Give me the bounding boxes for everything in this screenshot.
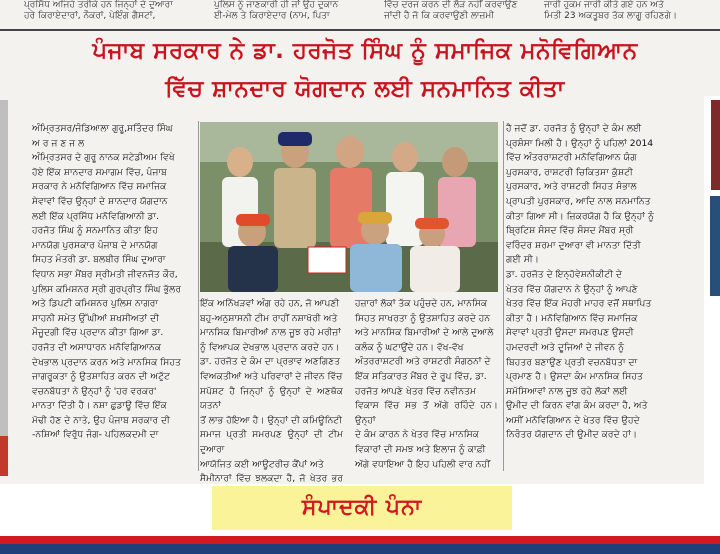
column-2-line: ਅੱਗੇ ਵਧਾਇਆ ਹੈ ਇਹ ਪਹਿਲੀ ਵਾਰ ਨਹੀਂ — [355, 458, 490, 470]
article-column-3 — [506, 122, 704, 472]
headline-line-1: ਪੰਜਾਬ ਸਰਕਾਰ ਨੇ ਡਾ. ਹਰਜੋਤ ਸਿੰਘ ਨੂੰ ਸਮਾਜਿਕ ਮਨੋਵਿਗਿਆਨ — [92, 38, 638, 64]
column-2-line: ਵਿਕਾਰਾਂ ਦੀ ਸਮਝ ਅਤੇ ਇਲਾਜ ਨੂੰ ਕਾਫ਼ੀ — [355, 443, 486, 455]
column-2-line: ਨੂੰ ਵਿਆਪਕ ਦੇਖਭਾਲ ਪ੍ਰਦਾਨ ਕਰਦੇ ਹਨ। — [200, 341, 340, 353]
top-strip-col-b: ਪੁਲਿਸ ਨੂੰ ਜਾਣਕਾਰੀ ਹੀ ਜਾਂ ਉਹ ਦੁਕਾਨ ਈ-ਮੇਲ ਤੇ ਕਿਰਾਏਦਾਰ (ਨਾਮ, ਪਿਤਾ — [214, 0, 339, 21]
column-3-line: ਪ੍ਰਾਪਤੀ ਪੁਰਸਕਾਰ, ਆਦਿ ਨਾਲ ਸਨਮਾਨਿਤ — [506, 195, 651, 207]
bottom-blue-bar — [0, 544, 720, 554]
column-1-line: -ਨਸ਼ਿਆਂ ਵਿਰੁੱਧ ਜੰਗ- ਪਹਿਲਕਦਮੀ ਦਾ — [32, 429, 159, 441]
column-divider-2 — [503, 121, 504, 471]
column-3-line: ਵਰਿੰਦਰ ਸ਼ਰਮਾ ਦੁਆਰਾ ਵੀ ਮਾਨਤਾ ਦਿੱਤੀ — [506, 239, 641, 251]
column-2-line: ਸੈਮੀਨਾਰਾਂ ਵਿੱਚ ਝਲਕਦਾ ਹੈ, ਜੋ ਖੇਤਰ ਭਰ — [200, 473, 343, 485]
column-1-line: ਮੋਢੀ ਹੋਣ ਦੇ ਨਾਤੇ, ਉਹ ਪੰਜਾਬ ਸਰਕਾਰ ਦੀ — [32, 414, 170, 426]
column-2-line: ਮਾਨਸਿਕ ਬਿਮਾਰੀਆਂ ਨਾਲ ਜੂਝ ਰਹੇ ਮਰੀਜ਼ਾਂ — [200, 327, 342, 339]
top-strip-col-a: ਪ੍ਰਸਿੱਧ ਅਜਿਹੇ ਤਰੀਕੇ ਹਨ ਜਿਨ੍ਹਾਂ ਦੇ ਦੁਆਰਾ ਹਰੇ ਕਿਰਾਏਦਾਰਾਂ, ਨੌਕਰਾਂ, ਪੇਇੰਗ ਗੈਸਟਾਂ, — [24, 0, 173, 21]
headline — [20, 36, 710, 104]
column-1-line: ਜਾਗਰੂਕਤਾ ਨੂੰ ਉਤਸ਼ਾਹਿਤ ਕਰਨ ਦੀ ਅਟੁੱਟ — [32, 371, 171, 383]
right-edge-ad-2 — [710, 196, 720, 296]
column-3-line: ਖੇਤਰ ਵਿੱਚ ਇੱਕ ਮੋਹਰੀ ਮਾਹਰ ਵਜੋਂ ਸਥਾਪਿਤ — [506, 298, 652, 310]
column-2-line: ਡਾ. ਹਰਜੋਤ ਦੇ ਕੰਮ ਦਾ ਪ੍ਰਭਾਵ ਅਣਗਿਣਤ — [200, 356, 341, 368]
column-1-line: ਅੰਮ੍ਰਿਤਸਰ ਦੇ ਗੁਰੂ ਨਾਨਕ ਸਟੇਡੀਅਮ ਵਿਖੇ — [32, 152, 175, 164]
column-1-line: ਦੇਖਭਾਲ ਪ੍ਰਦਾਨ ਕਰਨ ਅਤੇ ਮਾਨਸਿਕ ਸਿਹਤ — [32, 356, 181, 368]
column-2-line: ਹਰਜੋਤ ਆਪਣੇ ਖੇਤਰ ਵਿੱਚ ਨਵੀਨਤਮ — [355, 385, 477, 397]
column-3-line: ਬ੍ਰਿਟਿਸ਼ ਸੰਸਦ ਵਿੱਚ ਸੰਸਦ ਮੈਂਬਰ ਸ੍ਰੀ — [506, 225, 634, 237]
article-column-1 — [32, 122, 194, 472]
column-3-line: ਉਮੀਦ ਦੀ ਕਿਰਨ ਵਾਂਗ ਕੰਮ ਕਰਦਾ ਹੈ, ਅਤੇ — [506, 400, 648, 412]
column-3-line: ਪ੍ਰਸ਼ੰਸਾ ਮਿਲੀ ਹੈ। ਉਨ੍ਹਾਂ ਨੂੰ ਪਹਿਲਾਂ 2014 — [506, 137, 654, 149]
column-2-line: ਕਲੰਕ ਨੂੰ ਘਟਾਉਂਦੇ ਹਨ। ਵੱਖ-ਵੱਖ — [355, 341, 464, 353]
column-3-line: ਸਮੱਸਿਆਵਾਂ ਨਾਲ ਜੂਝ ਰਹੇ ਲੋਕਾਂ ਲਈ — [506, 385, 628, 397]
column-1-line: ਪੁਲਿਸ ਕਮਿਸ਼ਨਰ ਸ੍ਰੀ ਗੁਰਪ੍ਰੀਤ ਸਿੰਘ ਭੁੱਲਰ — [32, 283, 182, 295]
column-2-line: ਵਿਕਾਸ ਵਿੱਚ ਸਭ ਤੋਂ ਅੱਗੇ ਰਹਿੰਦੇ ਹਨ। ਉਨ੍ਹਾਂ — [355, 400, 498, 426]
column-2-line: ਸਮਾਜ ਪ੍ਰਤੀ ਸਮਰਪਣ ਉਨ੍ਹਾਂ ਦੀ ਟੀਮ ਦੁਆਰਾ — [200, 429, 343, 455]
column-1-line: ਸੇਵਾਵਾਂ ਵਿੱਚ ਉਨ੍ਹਾਂ ਦੇ ਸ਼ਾਨਦਾਰ ਯੋਗਦਾਨ — [32, 195, 168, 207]
column-3-line: ਪੁਰਸਕਾਰ, ਰਾਸ਼ਟਰੀ ਚਿਕਿਤਸਾ ਕੁੱਸ਼ਟੀ — [506, 166, 633, 178]
column-3-line: ਪੁਰਸਕਾਰ, ਅਤੇ ਰਾਸ਼ਟਰੀ ਸਿਹਤ ਸੰਭਾਲ — [506, 181, 637, 193]
left-page-edge — [0, 100, 8, 450]
column-1-line: ਵਚਨਬੱਧਤਾ ਨੇ ਉਨ੍ਹਾਂ ਨੂੰ 'ਹਰ ਵਰਕਰ' — [32, 385, 157, 397]
column-3-line: ਅਸੀਂ ਮਨੋਵਿਗਿਆਨ ਦੇ ਖੇਤਰ ਵਿੱਚ ਉਹਦੇ — [506, 414, 640, 426]
column-2-line: ਅਤੇ ਮਾਨਸਿਕ ਬਿਮਾਰੀਆਂ ਦੇ ਆਲੇ ਦੁਆਲੇ — [355, 327, 494, 339]
column-3-line: ਕੀਤਾ ਹੈ। ਮਨੋਵਿਗਿਆਨ ਵਿੱਚ ਸਮਾਜਿਕ — [506, 312, 638, 324]
column-1-line: ਮਾਨਯੋਗ ਪੁਰਸਕਾਰ ਪੰਜਾਬ ਦੇ ਮਾਨਯੋਗ — [32, 239, 158, 251]
award-ceremony-photo-icon — [200, 122, 498, 292]
top-strip-col-d: ਜਾਰੀ ਹੁਕਮ ਜਾਰੀ ਕੀਤੇ ਗਏ ਹਨ ਅਤੇ ਮਿਤੀ 23 ਅਕਤੂਬਰ ਤੱਕ ਲਾਗੂ ਰਹਿਣਗੇ। — [544, 0, 677, 21]
column-1-line: ਹਰਜੋਤ ਦੀ ਅਸਾਧਾਰਨ ਮਨੋਵਿਗਿਆਨਕ — [32, 341, 162, 353]
column-2-line: ਆਯੋਜਿਤ ਕਈ ਆਊਟਰੀਚ ਕੈਂਪਾਂ ਅਤੇ — [200, 458, 324, 470]
column-2-line: ਵਿਅਕਤੀਆਂ ਅਤੇ ਪਰਿਵਾਰਾਂ ਦੇ ਜੀਵਨ ਵਿੱਚ — [200, 370, 343, 382]
column-2-line: ਸਿਹਤ ਸਾਖਰਤਾ ਨੂੰ ਉਤਸ਼ਾਹਿਤ ਕਰਦੇ ਹਨ — [355, 312, 491, 324]
column-2-line: ਹਜ਼ਾਰਾਂ ਲੋਕਾਂ ਤੱਕ ਪਹੁੰਚਦੇ ਹਨ, ਮਾਨਸਿਕ — [355, 298, 488, 309]
award-photo — [200, 122, 498, 292]
column-3-line: ਪ੍ਰਮਾਣ ਹੈ। ਉਸਦਾ ਕੰਮ ਮਾਨਸਿਕ ਸਿਹਤ — [506, 371, 643, 383]
top-divider — [0, 29, 720, 31]
column-3-line: ਹਮਦਰਦੀ ਅਤੇ ਦੂਜਿਆਂ ਦੇ ਜੀਵਨ ਨੂੰ — [506, 341, 625, 353]
column-2-line: ਦੇ ਕੰਮ ਕਾਰਨ ਨੇ ਖੇਤਰ ਵਿੱਚ ਮਾਨਸਿਕ — [355, 429, 480, 441]
column-divider-1 — [198, 121, 199, 471]
column-1-line: ਹੋਏ ਇੱਕ ਸ਼ਾਨਦਾਰ ਸਮਾਗਮ ਵਿੱਚ, ਪੰਜਾਬ — [32, 166, 167, 178]
column-3-line: ਖੇਤਰ ਵਿੱਚ ਯੋਗਦਾਨ ਨੇ ਉਨ੍ਹਾਂ ਨੂੰ ਆਪਣੇ — [506, 283, 638, 295]
column-2-line: ਤੋਂ ਲਾਭ ਹੋਇਆ ਹੈ। ਉਨ੍ਹਾਂ ਦੀ ਕਮਿਊਨਿਟੀ — [200, 414, 343, 426]
bottom-red-bar — [0, 536, 720, 544]
headline-line-2: ਵਿੱਚ ਸ਼ਾਨਦਾਰ ਯੋਗਦਾਨ ਲਈ ਸਨਮਾਨਿਤ ਕੀਤਾ — [165, 76, 565, 102]
column-2-line: ਸਪੱਸ਼ਟ ਹੈ ਜਿਨ੍ਹਾਂ ਨੂੰ ਉਨ੍ਹਾਂ ਦੇ ਅਣਥੱਕ ਯਤਨਾਂ — [200, 385, 343, 412]
column-2-line: ਇੱਕ ਅਨਿੱਖੜਵਾਂ ਅੰਗ ਰਹੇ ਹਨ, ਜੋ ਆਪਣੀ — [200, 298, 340, 309]
column-3-line: ਸੇਵਾਵਾਂ ਪ੍ਰਤੀ ਉਸਦਾ ਸਮਰਪਣ ਉਸਦੀ — [506, 327, 634, 339]
column-1-line: ਅੰਮ੍ਰਿਤਸਰ/ਜੰਡਿਆਲਾ ਗੁਰੂ,ਸਤਿੰਦਰ ਸਿੰਘ — [32, 123, 173, 134]
column-3-line: ਬਿਹਤਰ ਬਣਾਉਣ ਪ੍ਰਤੀ ਵਚਨਬੱਧਤਾ ਦਾ — [506, 356, 638, 368]
column-2-line: ਅੰਤਰਰਾਸ਼ਟਰੀ ਅਤੇ ਰਾਸ਼ਟਰੀ ਸੰਗਠਨਾਂ ਦੇ — [355, 356, 491, 368]
column-3-line: ਕੀਤਾ ਗਿਆ ਸੀ। ਜ਼ਿਕਰਯੋਗ ਹੈ ਕਿ ਉਨ੍ਹਾਂ ਨੂੰ — [506, 210, 654, 222]
column-1-line: ਅ ਰ ਜ ਣ ਜ ਲ — [32, 137, 85, 149]
column-1-line: ਹਰਜੋਤ ਸਿੰਘ ਨੂੰ ਸਨਮਾਨਿਤ ਕੀਤਾ ਇਹ — [32, 225, 158, 237]
column-3-line: ਨਿਰੰਤਰ ਯੋਗਦਾਨ ਦੀ ਉਮੀਦ ਕਰਦੇ ਹਾਂ। — [506, 429, 638, 441]
column-1-line: ਅਤੇ ਡਿਪਟੀ ਕਮਿਸ਼ਨਰ ਪੁਲਿਸ ਨਾਗਰਾ — [32, 298, 159, 310]
column-3-line: ਗਈ ਸੀ। — [506, 254, 539, 266]
left-page-edge-ad — [0, 436, 8, 476]
column-1-line: ਵਿਧਾਨ ਸਭਾ ਮੈਂਬਰ ਸ੍ਰੀਮਤੀ ਜੀਵਨਜੋਤ ਕੌਰ, — [32, 268, 178, 280]
column-1-line: ਲਈ ਇੱਕ ਪ੍ਰਸਿੱਧ ਮਨੋਵਿਗਿਆਨੀ ਡਾ. — [32, 210, 160, 222]
column-1-line: ਸਿਹਤ ਮੰਤਰੀ ਡਾ. ਬਲਬੀਰ ਸਿੰਘ ਦੁਆਰਾ — [32, 254, 166, 266]
column-3-line: ਡਾ. ਹਰਜੋਤ ਦੇ ਇਨ੍ਹੋਵੇਸ਼ਨੀਕੀਟੀ ਦੇ — [506, 268, 623, 280]
column-2-line: ਬਹੁ-ਅਨੁਸ਼ਾਸਨੀ ਟੀਮ ਰਾਹੀਂ ਨਸ਼ਾਖੋਰੀ ਅਤੇ — [200, 312, 338, 324]
top-strip — [14, 0, 700, 28]
column-3-line: ਹੈ ਜਦੋਂ ਡਾ. ਹਰਜੋਤ ਨੂੰ ਉਨ੍ਹਾਂ ਦੇ ਕੰਮ ਲਈ — [506, 123, 642, 134]
section-label-editorial-page: ਸੰਪਾਦਕੀ ਪੰਨਾ — [212, 486, 512, 530]
column-2-line: ਇੱਕ ਸਤਿਕਾਰਤ ਮੈਂਬਰ ਦੇ ਰੂਪ ਵਿੱਚ, ਡਾ. — [355, 370, 487, 382]
column-1-line: ਸਾਹਨੀ ਸਮੇਤ ਉੱਘੀਆਂ ਸ਼ਖਸੀਅਤਾਂ ਦੀ — [32, 312, 160, 324]
column-1-line: ਮਾਨਤਾ ਦਿੱਤੀ ਹੈ। ਨਸ਼ਾ ਛੁਡਾਊ ਵਿੱਚ ਇੱਕ — [32, 400, 167, 412]
column-1-line: ਮੌਜੂਦਗੀ ਵਿੱਚ ਪ੍ਰਦਾਨ ਕੀਤਾ ਗਿਆ ਡਾ. — [32, 327, 164, 339]
top-strip-col-c: ਵਿੱਚ ਦਰਜ ਕਰਨ ਦੀ ਲੋੜ ਨਹੀਂ ਕਰਵਾਉਣ ਜਾਂਦੀ ਹੈ ਜੋ ਕਿ ਕਰਵਾਉਣੀ ਲਾਜ਼ਮੀ — [384, 0, 518, 21]
article-column-2-body — [200, 297, 498, 501]
column-3-line: ਵਿੱਚ ਅੰਤਰਰਾਸ਼ਟਰੀ ਮਨੋਵਿਗਿਆਨ ਯੰਗ — [506, 152, 637, 164]
right-edge-ad-1 — [711, 100, 720, 190]
article-column-2 — [200, 297, 498, 485]
column-1-line: ਸਰਕਾਰ ਨੇ ਮਨੋਵਿਗਿਆਨ ਵਿੱਚ ਸਮਾਜਿਕ — [32, 181, 167, 193]
